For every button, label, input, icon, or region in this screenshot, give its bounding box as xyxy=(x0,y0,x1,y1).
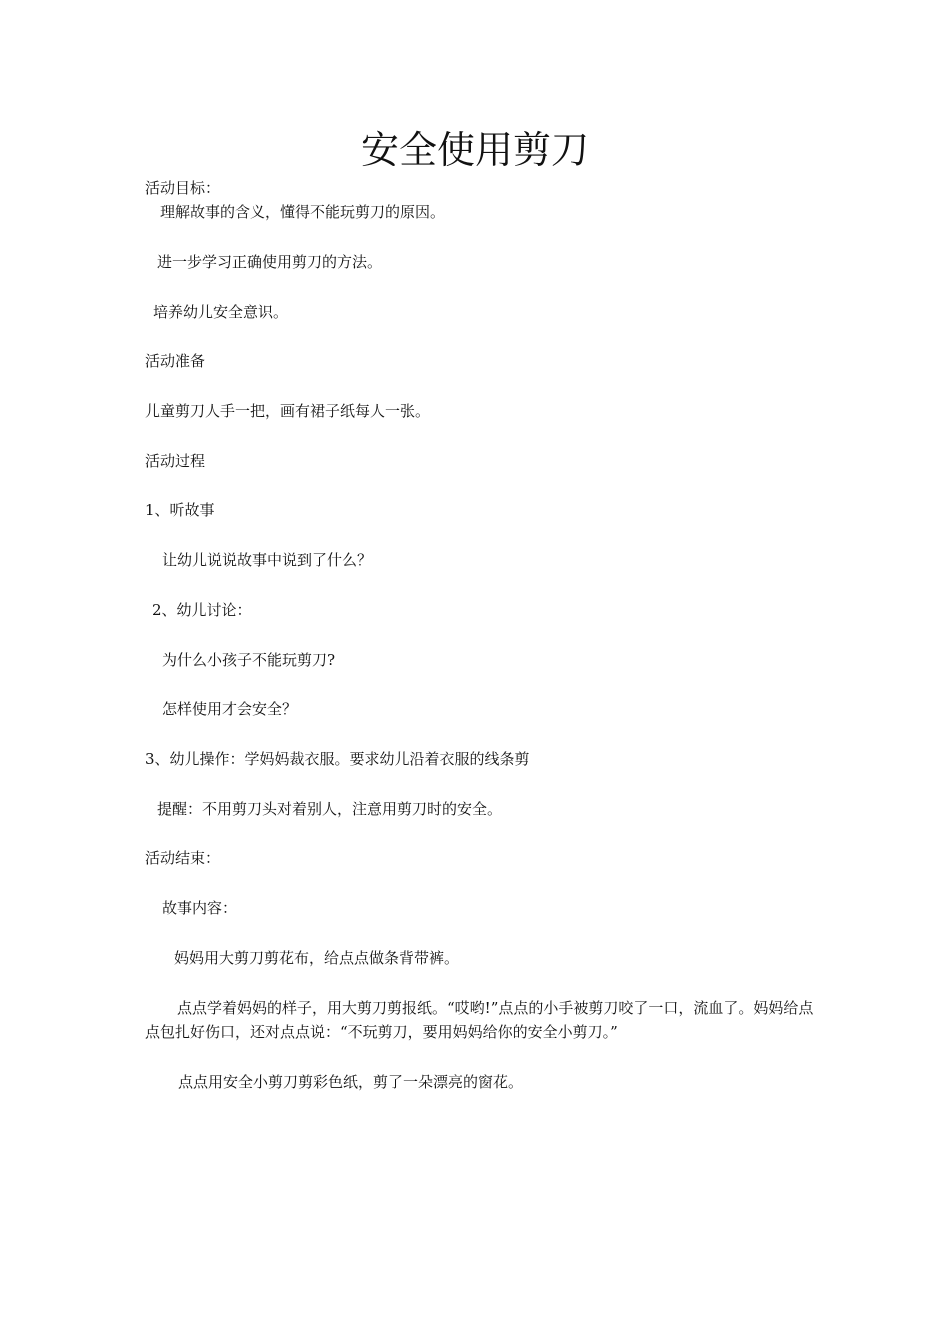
process-step-1-detail: 让幼儿说说故事中说到了什么？ xyxy=(162,551,373,569)
process-step-3: 3、幼儿操作：学妈妈裁衣服。要求幼儿沿着衣服的线条剪 xyxy=(145,750,530,768)
goal-item-3: 培养幼儿安全意识。 xyxy=(153,303,289,321)
process-step-1: 1、听故事 xyxy=(145,501,215,519)
story-paragraph-2: 点点学着妈妈的样子，用大剪刀剪报纸。“哎哟!”点点的小手被剪刀咬了一口，流血了。妈妈给点点包扎好伤口，还对点点说：“不玩剪刀，要用妈妈给你的安全小剪刀。” xyxy=(145,999,814,1041)
section-heading-process: 活动过程 xyxy=(145,452,206,470)
goal-item-2: 进一步学习正确使用剪刀的方法。 xyxy=(157,253,383,271)
story-paragraph-1: 妈妈用大剪刀剪花布，给点点做条背带裤。 xyxy=(174,949,460,967)
section-heading-conclusion: 活动结束： xyxy=(145,849,221,867)
goal-item-1: 理解故事的含义，懂得不能玩剪刀的原因。 xyxy=(160,203,446,221)
section-heading-preparation: 活动准备 xyxy=(145,352,206,370)
document-title: 安全使用剪刀 xyxy=(360,128,589,172)
discussion-question-2: 怎样使用才会安全？ xyxy=(162,700,298,718)
story-heading: 故事内容： xyxy=(162,899,238,917)
section-heading-goals: 活动目标： xyxy=(145,179,221,197)
preparation-text: 儿童剪刀人手一把，画有裙子纸每人一张。 xyxy=(145,402,431,420)
discussion-question-1: 为什么小孩子不能玩剪刀? xyxy=(162,651,336,669)
story-paragraph-3: 点点用安全小剪刀剪彩色纸，剪了一朵漂亮的窗花。 xyxy=(178,1073,524,1091)
process-step-2: 2、幼儿讨论： xyxy=(152,601,252,619)
safety-reminder: 提醒：不用剪刀头对着别人，注意用剪刀时的安全。 xyxy=(157,800,503,818)
